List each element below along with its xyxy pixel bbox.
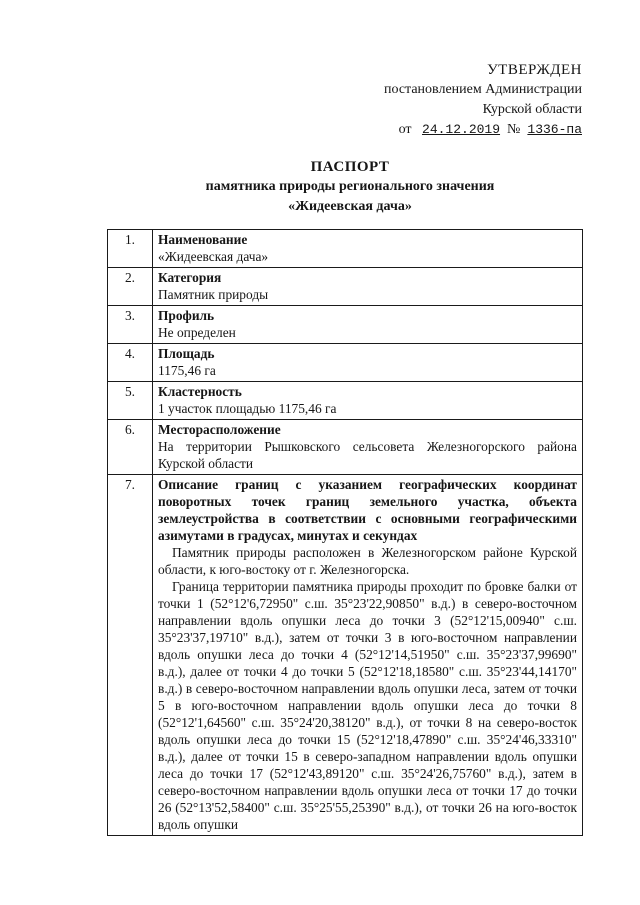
row-label: Категория xyxy=(158,270,222,285)
approval-line-1: постановлением Администрации xyxy=(384,82,582,97)
row-label: Площадь xyxy=(158,346,215,361)
row-label: Кластерность xyxy=(158,384,242,399)
approval-heading: УТВЕРЖДЕН xyxy=(487,62,582,78)
row-value: Не определен xyxy=(158,325,236,340)
row-number: 5. xyxy=(108,382,153,420)
row-number: 2. xyxy=(108,268,153,306)
row-content xyxy=(153,382,583,420)
row-number: 1. xyxy=(108,230,153,268)
row-number: 3. xyxy=(108,306,153,344)
table-row xyxy=(108,475,583,836)
table-row xyxy=(108,382,583,420)
row-value: На территории Рышковского сельсовета Железногорского района Курской области xyxy=(158,439,577,471)
row-content xyxy=(153,230,583,268)
row-value: «Жидеевская дача» xyxy=(158,249,269,264)
row-content xyxy=(153,268,583,306)
decree-date: 24.12.2019 xyxy=(422,122,501,137)
row-number: 4. xyxy=(108,344,153,382)
row-content xyxy=(153,420,583,475)
row-label: Наименование xyxy=(158,232,248,247)
row-number: 7. xyxy=(108,475,153,836)
row-value: 1 участок площадью 1175,46 га xyxy=(158,401,337,416)
boundary-paragraph: Граница территории памятника природы проходит по бровке балки от точки 1 (52°12'6,72950" с.ш. 35°23'22,90850" в.д.) в северо-восточном направлении вдоль опушки леса до точки 3 (52°12'15,00940" с.ш. 35°23'37,19710" в.д.), затем от точки 3 в юго-восточном направлении вдоль опушки леса до точки 4 (52°12'14,51950" с.ш. 35°23'37,99690" в.д.), далее от точки 4 до точки 5 (52°12'18,18580" с.ш. 35°23'44,14170" в.д.) в северо-восточном направлении вдоль опушки леса, затем от точки 5 в юго-восточном направлении вдоль опушки леса до точки 8 (52°12'1,64560" с.ш. 35°24'20,38120" в.д.), от точки 8 на северо-восток вдоль опушки леса до точки 15 (52°12'18,47890" с.ш. 35°24'46,33310" в.д.), далее от точки 15 в северо-западном направлении вдоль опушки леса до точки 17 (52°12'43,89120" с.ш. 35°24'26,75760" в.д.), затем в северо-восточном направлении вдоль опушки леса от точки 17 до точки 26 (52°13'52,58400" с.ш. 35°25'55,25390" в.д.), от точки 26 на юго-восток вдоль опушки xyxy=(158,579,577,832)
title-name: «Жидеевская дача» xyxy=(288,199,412,214)
row-label: Описание границ с указанием географических координат поворотных точек границ земельного участка, объекта землеустройства в соответствии с основными географическими азимутами в градусах, минутах и секундах xyxy=(158,477,577,543)
table-row xyxy=(108,230,583,268)
row-content xyxy=(153,344,583,382)
row-value: Памятник природы xyxy=(158,287,269,302)
approval-stamp xyxy=(352,60,582,140)
row-label: Профиль xyxy=(158,308,215,323)
table-row xyxy=(108,306,583,344)
row-content xyxy=(153,306,583,344)
row-content xyxy=(153,475,583,836)
approval-line-2: Курской области xyxy=(482,102,582,117)
from-label: от xyxy=(398,122,412,137)
row-value: 1175,46 га xyxy=(158,363,216,378)
title-subtitle: памятника природы регионального значения xyxy=(205,179,495,194)
boundary-paragraph: Памятник природы расположен в Железногорском районе Курской области, к юго-востоку от г. Железногорска. xyxy=(158,545,577,577)
title-main: ПАСПОРТ xyxy=(310,159,390,175)
table-row xyxy=(108,420,583,475)
row-label: Месторасположение xyxy=(158,422,281,437)
row-number: 6. xyxy=(108,420,153,475)
approval-date-line xyxy=(352,120,582,140)
decree-number: 1336-па xyxy=(527,122,582,137)
number-sign: № xyxy=(507,122,521,137)
table-row xyxy=(108,268,583,306)
document-title xyxy=(90,157,610,217)
table-row xyxy=(108,344,583,382)
passport-table xyxy=(107,229,583,836)
